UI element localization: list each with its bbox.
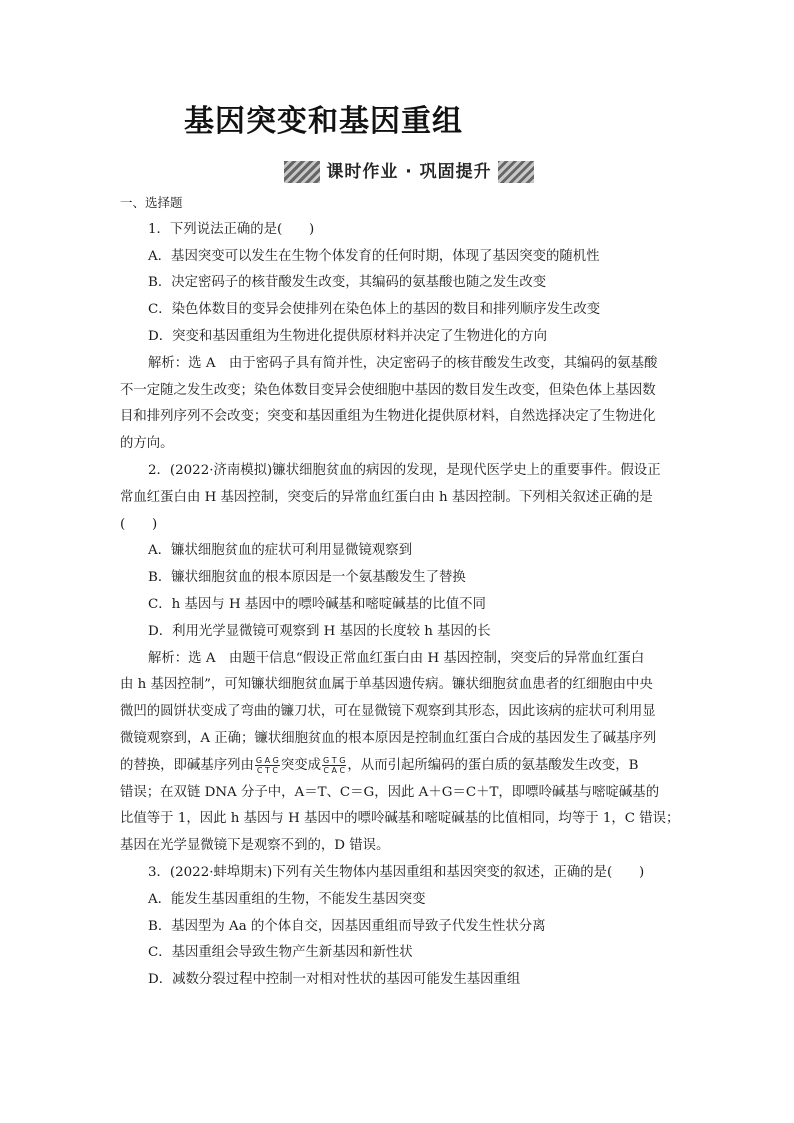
- question-1-analysis-line: 的方向。: [120, 436, 174, 452]
- question-2-analysis-line: 微镜观察到，A 正确；镰状细胞贫血的根本原因是控制血红蛋白合成的基因发生了碱基序列: [120, 730, 657, 746]
- question-2-analysis-line: 由 h 基因控制”，可知镰状细胞贫血属于单基因遗传病。镰状细胞贫血患者的红细胞由中央: [120, 677, 653, 693]
- base-sequence-fraction-original: [255, 756, 280, 775]
- question-1-option-c: C．染色体数目的变异会使排列在染色体上的基因的数目和排列顺序发生改变: [148, 302, 601, 318]
- question-2-stem-line: 常血红蛋白由 H 基因控制，突变后的异常血红蛋白由 h 基因控制。下列相关叙述正确的是: [120, 489, 653, 505]
- question-2-option-b: B．镰状细胞贫血的根本原因是一个氨基酸发生了替换: [148, 570, 466, 586]
- question-2-analysis-line: 基因在光学显微镜下是观察不到的，D 错误。: [120, 838, 390, 854]
- question-3-option-a: A．能发生基因重组的生物，不能发生基因突变: [148, 891, 426, 907]
- page-title: 基因突变和基因重组: [184, 104, 463, 139]
- question-3-option-c: C．基因重组会导致生物产生新基因和新性状: [148, 945, 413, 961]
- fraction-numerator: G A G: [255, 755, 279, 765]
- question-2-analysis-formula-line: [120, 753, 680, 780]
- question-2-analysis-line: 微凹的圆饼状变成了弯曲的镰刀状，可在显微镜下观察到其形态，因此该病的症状可利用显: [120, 704, 656, 720]
- section-heading: 一、选择题: [120, 195, 183, 210]
- question-1-analysis-line: 目和排列序列不会改变；突变和基因重组为生物进化提供原材料，自然选择决定了生物进化: [120, 409, 656, 425]
- question-3-option-d: D．减数分裂过程中控制一对相对性状的基因可能发生基因重组: [148, 972, 521, 988]
- question-2-option-d: D．利用光学显微镜可观察到 H 基因的长度较 h 基因的长: [148, 623, 491, 639]
- question-1-option-d: D．突变和基因重组为生物进化提供原材料并决定了生物进化的方向: [148, 328, 548, 344]
- fraction-denominator: C T C: [256, 765, 278, 775]
- question-1-stem: 1．下列说法正确的是( ): [148, 221, 315, 237]
- fraction-numerator: G T G: [323, 755, 346, 765]
- document-body: [120, 190, 680, 994]
- question-2-analysis-line: 错误；在双链 DNA 分子中，A＝T、C＝G，因此 A＋G＝C＋T，即嘌呤碱基与嘧啶碱基的: [120, 784, 660, 800]
- base-sequence-fraction-mutated: [322, 756, 346, 775]
- banner-text: 课时作业 · 巩固提升: [320, 160, 498, 184]
- question-2-option-c: C．h 基因与 H 基因中的嘌呤碱基和嘧啶碱基的比值不同: [148, 596, 486, 612]
- question-1-option-a: A．基因突变可以发生在生物个体发育的任何时期，体现了基因突变的随机性: [148, 248, 600, 264]
- question-1-option-b: B．决定密码子的核苷酸发生改变，其编码的氨基酸也随之发生改变: [148, 275, 547, 291]
- formula-pre-text: 的替换，即碱基序列由: [120, 757, 254, 773]
- question-2-stem-line: ( ): [120, 516, 158, 532]
- question-1-analysis-line: 解析：选 A 由于密码子具有简并性，决定密码子的核苷酸发生改变，其编码的氨基酸: [148, 355, 658, 371]
- question-2-analysis-line: 比值等于 1，因此 h 基因与 H 基因中的嘌呤碱基和嘧啶碱基的比值相同，均等于 1，C 错误；: [120, 811, 680, 827]
- question-3-stem: 3．(2022·蚌埠期末)下列有关生物体内基因重组和基因突变的叙述，正确的是( ): [148, 864, 645, 880]
- section-banner: [284, 161, 534, 183]
- question-2-option-a: A．镰状细胞贫血的症状可利用显微镜观察到: [148, 543, 413, 559]
- fraction-denominator: C A C: [323, 765, 346, 775]
- question-2-stem-line: 2．(2022·济南模拟)镰状细胞贫血的病因的发现，是现代医学史上的重要事件。假设正: [148, 462, 661, 478]
- question-2-analysis-line: 解析：选 A 由题干信息“假设正常血红蛋白由 H 基因控制，突变后的异常血红蛋白: [148, 650, 645, 666]
- formula-mid-text: 突变成: [280, 757, 322, 773]
- question-3-option-b: B．基因型为 Aa 的个体自交，因基因重组而导致子代发生性状分离: [148, 918, 546, 934]
- question-1-analysis-line: 不一定随之发生改变；染色体数目变异会使细胞中基因的数目发生改变，但染色体上基因数: [120, 382, 656, 398]
- formula-post-text: ，从而引起所编码的蛋白质的氨基酸发生改变，B: [347, 757, 639, 773]
